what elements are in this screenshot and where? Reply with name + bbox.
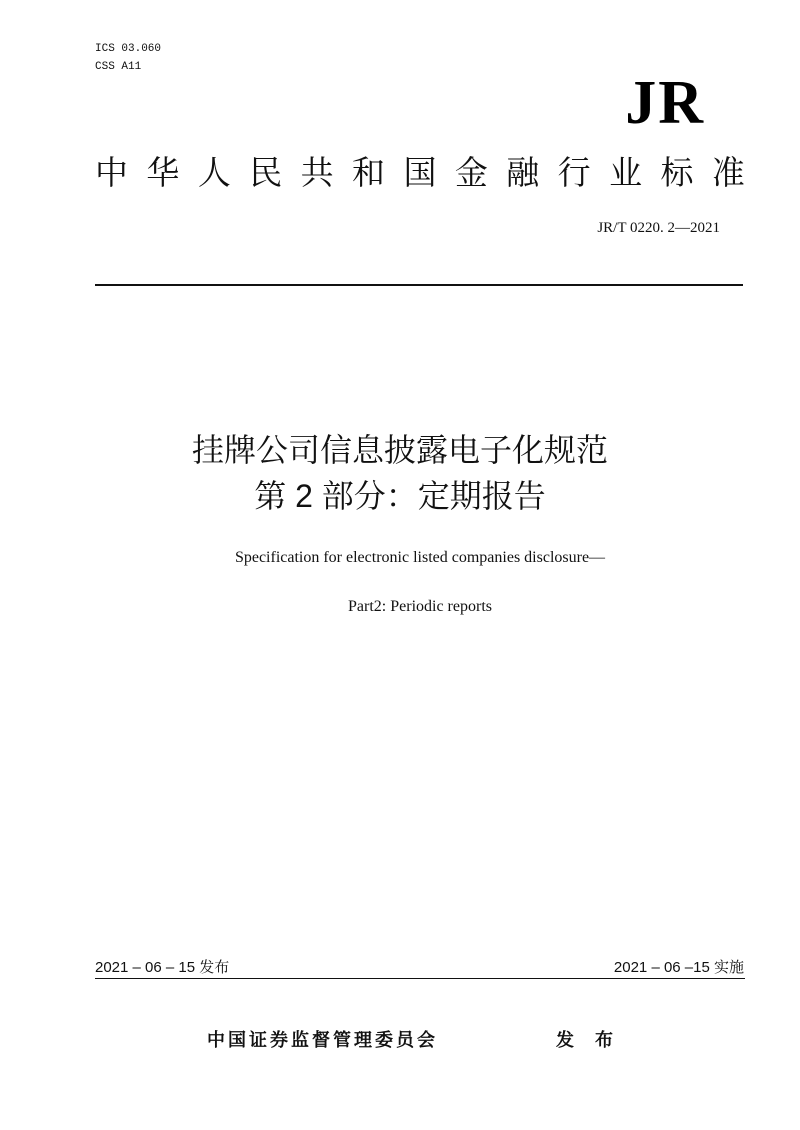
standard-title-char: 业	[609, 154, 643, 191]
standard-title-char: 人	[197, 154, 231, 191]
standard-title-char: 行	[557, 154, 591, 191]
standard-title-char: 金	[454, 154, 488, 191]
document-title-en-line2: Part2: Periodic reports	[348, 598, 492, 615]
standard-title-char: 准	[711, 154, 745, 191]
document-title-zh-line1: 挂牌公司信息披露电子化规范	[191, 432, 608, 468]
standard-title-char: 融	[506, 154, 540, 191]
header-divider	[95, 284, 743, 286]
standard-title-char: 民	[249, 154, 283, 191]
standard-title-char: 和	[352, 154, 386, 191]
standard-title-char: 国	[403, 154, 437, 191]
issue-date: 2021 – 06 – 15 发布	[95, 959, 230, 976]
standard-title-char: 华	[146, 154, 180, 191]
ics-code: ICS 03.060	[95, 43, 162, 55]
standard-number: JR/T 0220. 2—2021	[597, 220, 720, 236]
issuing-authority: 中国证券监督管理委员会	[207, 1030, 438, 1050]
jr-logo: JR	[625, 69, 705, 137]
standard-title-char: 共	[300, 154, 334, 191]
standard-category-title	[95, 152, 745, 194]
implementation-date: 2021 – 06 –15 实施	[613, 959, 744, 976]
standard-title-char: 标	[660, 154, 694, 191]
document-title-zh-line2: 第 2 部分：定期报告	[254, 478, 546, 514]
footer-divider	[95, 978, 745, 979]
standard-title-char: 中	[95, 154, 128, 191]
css-code: CSS A11	[95, 61, 142, 73]
issue-label: 发 布	[556, 1030, 622, 1050]
document-title-en-line1: Specification for electronic listed companies disclosure—	[234, 549, 606, 566]
